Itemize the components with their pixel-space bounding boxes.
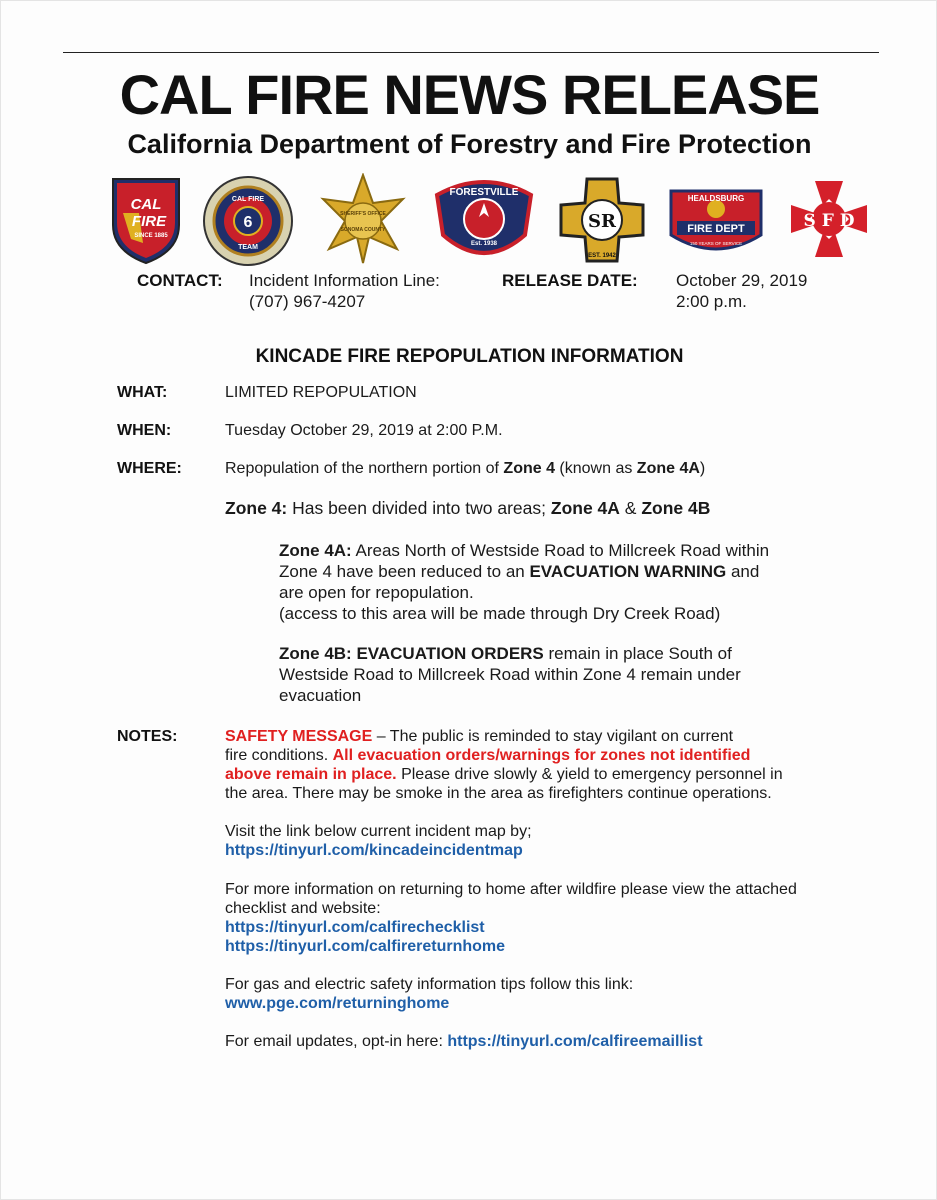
notes-line1	[225, 727, 783, 746]
sr-fire-logo	[557, 175, 647, 265]
email-link[interactable]: https://tinyurl.com/calfireemaillist	[447, 1033, 703, 1050]
zone4b-line2: Westside Road to Millcreek Road within Zone 4 remain under	[279, 665, 741, 684]
sfd-letters: S F D	[803, 211, 855, 231]
calfire-line2: FIRE	[131, 213, 167, 230]
zone4b-block	[279, 643, 741, 706]
healdsburg-top: HEALDSBURG	[687, 194, 745, 203]
notes-line1-text: – The public is reminded to stay vigilant on current	[372, 728, 734, 745]
map-text: Visit the link below current incident map by;	[225, 823, 532, 840]
sr-letters: SR	[588, 211, 616, 232]
zone4-text: Has been divided into two areas;	[287, 498, 551, 518]
sr-est: EST. 1942	[588, 253, 616, 259]
returnhome-link[interactable]: https://tinyurl.com/calfirereturnhome	[225, 938, 506, 955]
healdsburg-years: 150 YEARS OF SERVICE	[689, 241, 743, 246]
zone4a-label: Zone 4A:	[279, 541, 352, 560]
what-value: LIMITED REPOPULATION	[225, 384, 417, 401]
healdsburg-main: FIRE DEPT	[687, 223, 745, 235]
notes-safety-block	[225, 727, 783, 803]
when-label: WHEN:	[117, 422, 172, 439]
section-heading: KINCADE FIRE REPOPULATION INFORMATION	[255, 346, 684, 367]
zone4-label: Zone 4:	[225, 498, 288, 518]
team-top: CAL FIRE	[231, 196, 265, 203]
zone4a-block	[279, 540, 769, 624]
release-date-label: RELEASE DATE:	[502, 271, 638, 290]
release-time: 2:00 p.m.	[676, 292, 747, 311]
notes-line2b: All evacuation orders/warnings for zones not identified	[332, 747, 751, 764]
notes-label: NOTES:	[117, 728, 178, 745]
zone4b-line1-text: remain in place South of	[543, 644, 732, 663]
what-label: WHAT:	[117, 384, 168, 401]
zone4b-line1	[279, 643, 741, 664]
where-zone4: Zone 4	[503, 460, 555, 477]
forestville-est: Est. 1938	[470, 241, 498, 247]
sheriff-text: SHERIFF'S OFFICE	[340, 211, 386, 217]
where-value	[225, 459, 705, 479]
zone4a-line3: are open for repopulation.	[279, 583, 474, 602]
sheriff-county: SONOMA COUNTY	[340, 227, 386, 233]
return-line2: checklist and website:	[225, 900, 381, 917]
forestville-name: FORESTVILLE	[449, 187, 519, 198]
zone4-line	[225, 497, 710, 519]
zone4a-line1	[279, 540, 769, 561]
zone4-a: Zone 4A	[550, 498, 620, 518]
where-zone4a: Zone 4A	[636, 460, 700, 477]
when-value: Tuesday October 29, 2019 at 2:00 P.M.	[225, 422, 503, 439]
contact-line1: Incident Information Line:	[249, 271, 440, 290]
zone4a-line1-text: Areas North of Westside Road to Millcreek Road within	[351, 541, 770, 560]
notes-line2	[225, 746, 783, 765]
team-number: 6	[243, 214, 253, 231]
zone4a-line4: (access to this area will be made through Dry Creek Road)	[279, 604, 721, 623]
agency-logos	[1, 171, 937, 271]
zone4-amp: &	[619, 498, 642, 518]
sfd-logo	[789, 179, 869, 259]
page-title: CAL FIRE NEWS RELEASE	[119, 63, 820, 126]
calfire-since: SINCE 1885	[134, 233, 168, 239]
notes-line3b: Please drive slowly & yield to emergency personnel in	[396, 766, 783, 783]
notes-line2a: fire conditions.	[225, 747, 333, 764]
zone4b-label: Zone 4B: EVACUATION ORDERS	[279, 644, 544, 663]
where-p1: Repopulation of the northern portion of	[225, 460, 504, 477]
sheriff-star-logo	[317, 173, 409, 265]
where-p2: (known as	[554, 460, 637, 477]
top-rule	[63, 52, 879, 53]
zone4a-line2b: and	[726, 562, 760, 581]
where-p3: )	[699, 460, 706, 477]
where-label: WHERE:	[117, 460, 182, 477]
zone4b-line3: evacuation	[279, 686, 362, 705]
gas-link[interactable]: www.pge.com/returninghome	[225, 995, 450, 1012]
zone4-b: Zone 4B	[641, 498, 711, 518]
notes-line3a: above remain in place.	[225, 766, 397, 783]
zone4a-warning: EVACUATION WARNING	[529, 562, 727, 581]
safety-message-label: SAFETY MESSAGE	[225, 728, 373, 745]
notes-line4: the area. There may be smoke in the area as firefighters continue operations.	[225, 785, 772, 802]
gas-text: For gas and electric safety information tips follow this link:	[225, 976, 634, 993]
zone4a-line2a: Zone 4 have been reduced to an	[279, 562, 530, 581]
email-text: For email updates, opt-in here:	[225, 1033, 448, 1050]
return-text	[225, 880, 797, 918]
zone4a-line2	[279, 561, 769, 582]
contact-phone: (707) 967-4207	[249, 292, 366, 311]
calfire-logo	[109, 173, 183, 265]
release-date: October 29, 2019	[676, 271, 808, 290]
page-subtitle: California Department of Forestry and Fire Protection	[127, 129, 812, 159]
checklist-link[interactable]: https://tinyurl.com/calfirechecklist	[225, 919, 485, 936]
email-line	[225, 1032, 703, 1052]
team-6-logo	[202, 175, 294, 267]
healdsburg-logo	[667, 183, 765, 259]
map-link[interactable]: https://tinyurl.com/kincadeincidentmap	[225, 842, 523, 859]
team-bottom: TEAM	[238, 244, 258, 251]
return-line1: For more information on returning to home after wildfire please view the attached	[225, 881, 797, 898]
contact-label: CONTACT:	[137, 271, 223, 290]
calfire-line1: CAL	[130, 196, 162, 213]
forestville-logo	[433, 175, 535, 263]
notes-line3	[225, 765, 783, 784]
